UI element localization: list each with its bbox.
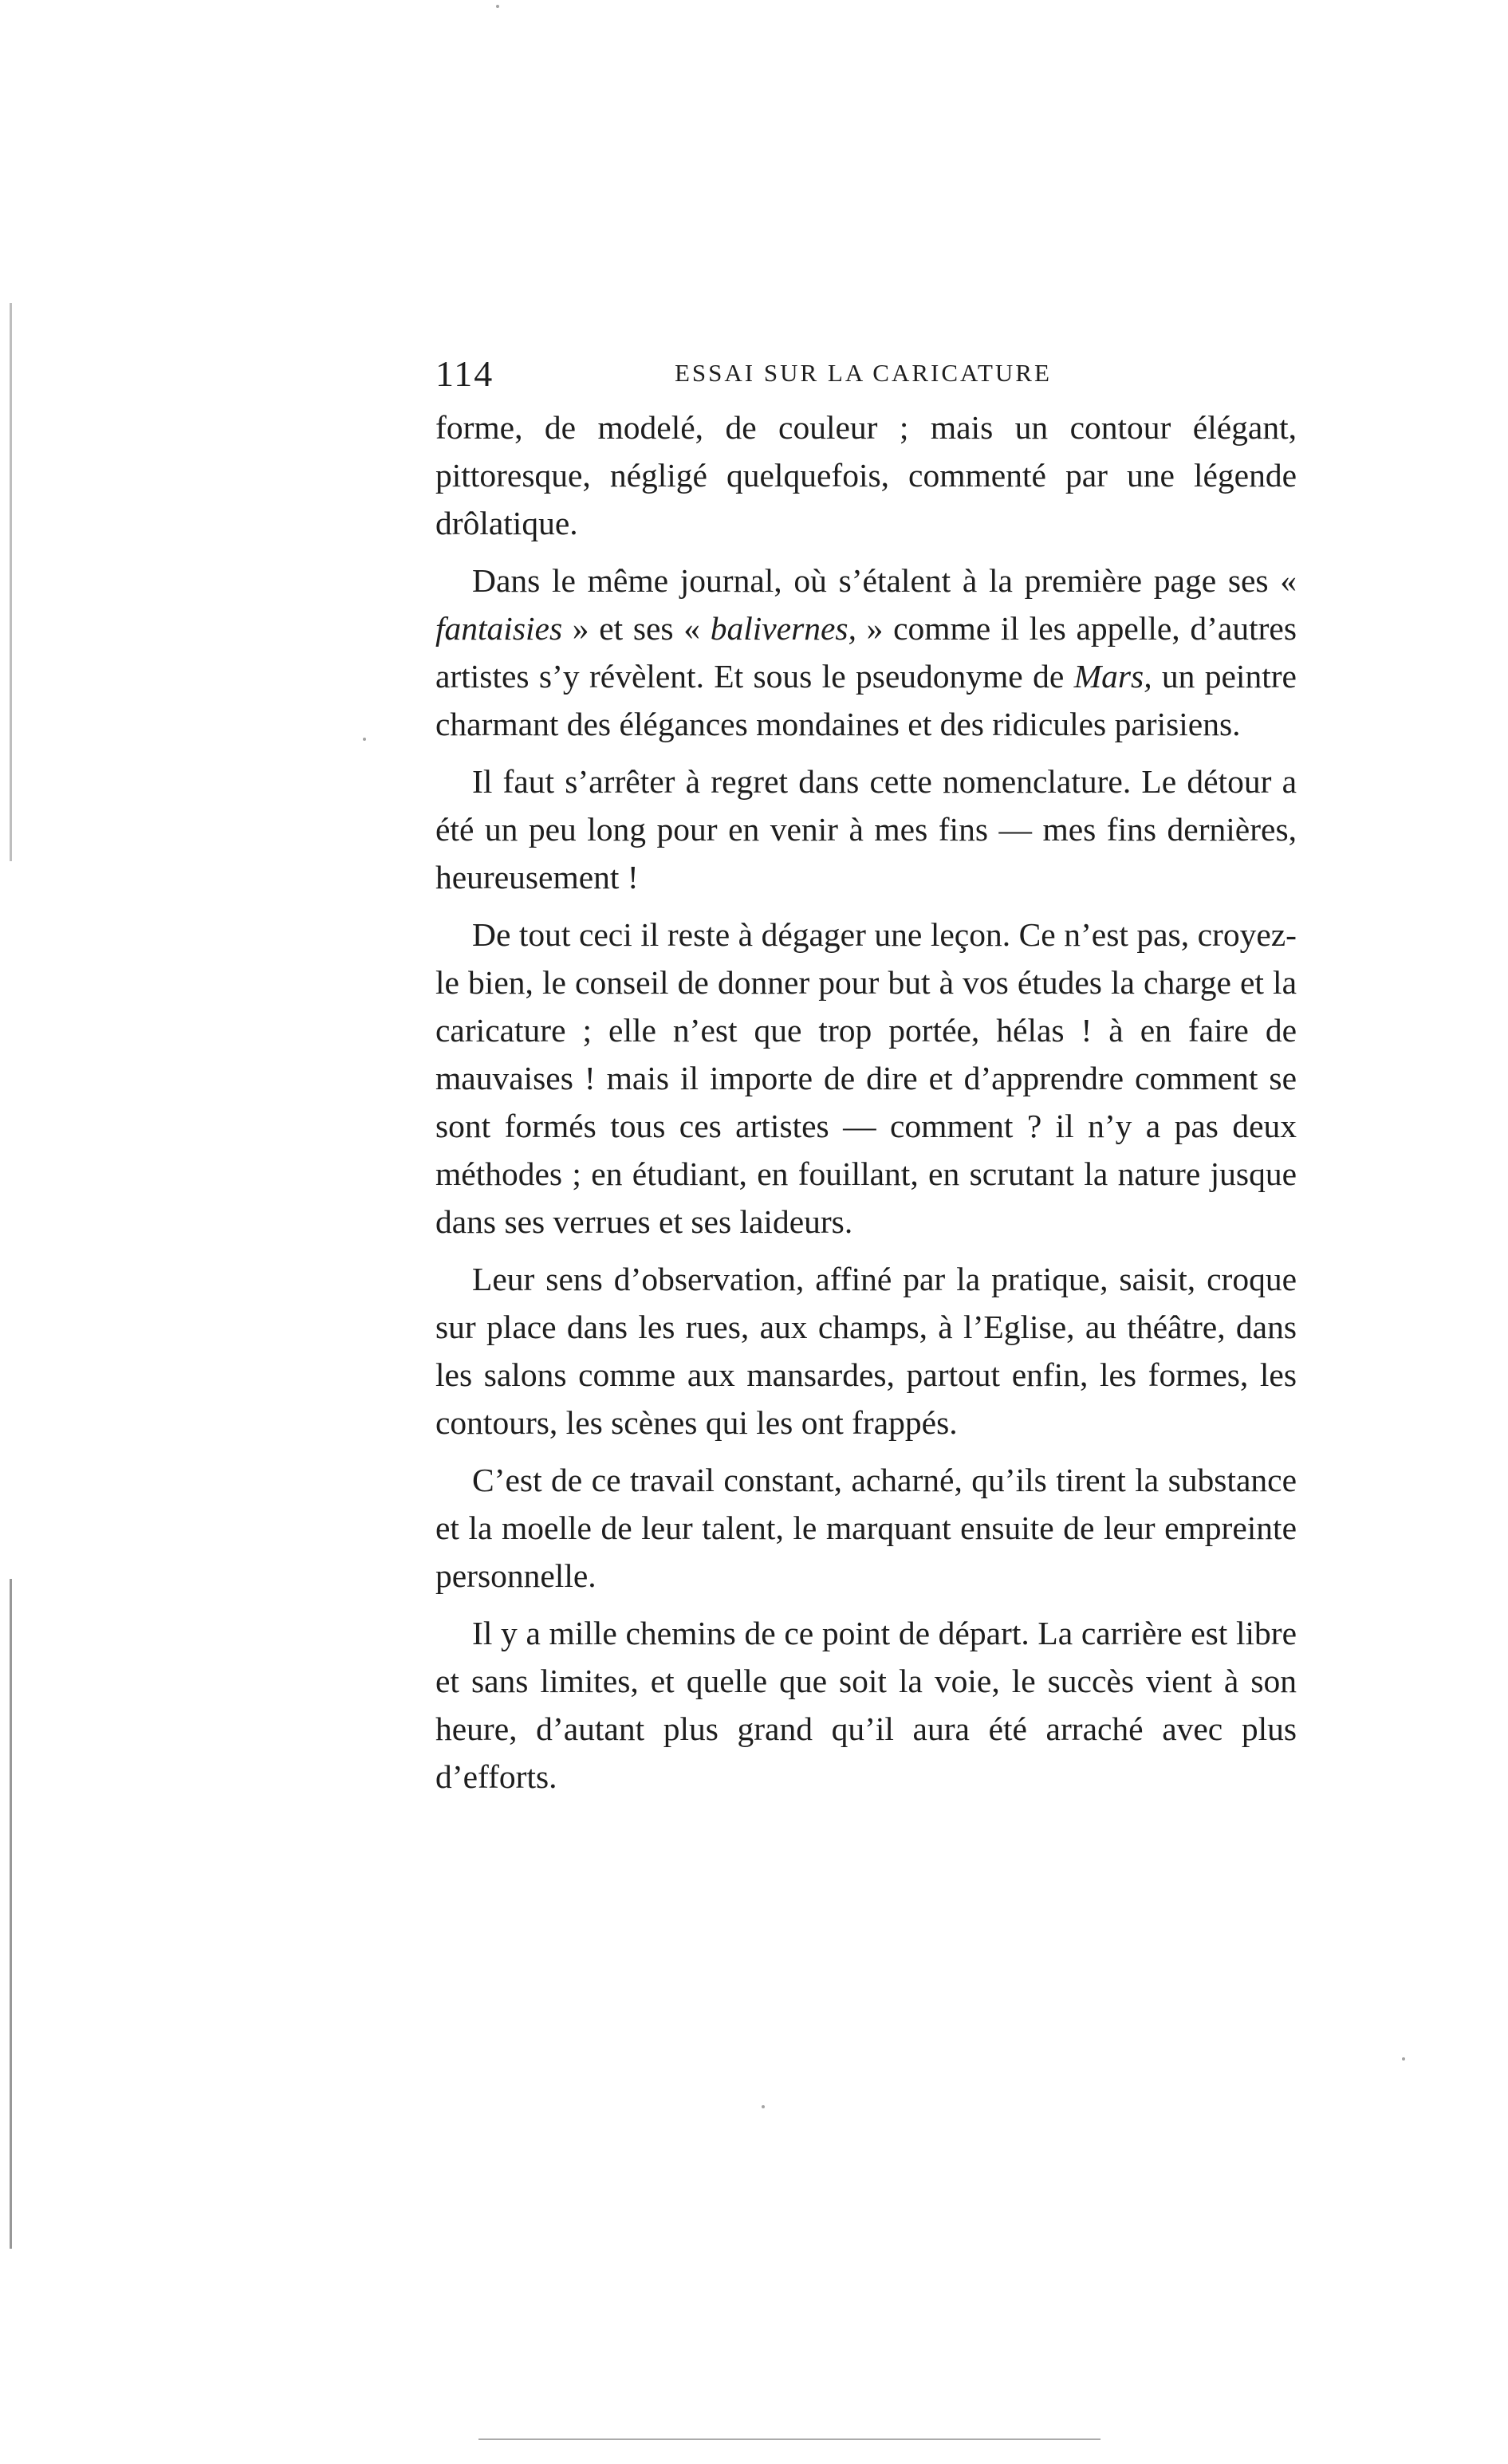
paragraph — [435, 1609, 1297, 1801]
text-run: forme, de modelé, de couleur ; mais un contour élégant, pittoresque, négligé quelquefois, commenté par une légende drôlatique. — [435, 409, 1297, 541]
paragraph — [435, 403, 1297, 547]
page-header — [435, 344, 1297, 400]
italic-term: Mars, — [1073, 658, 1152, 695]
scan-speck — [1402, 2057, 1405, 2061]
text-run: Leur sens d’observation, affiné par la pratique, saisit, croque sur place dans les rues, aux champs, à l’Eglise, au théâtre, dans les salons comme aux mansardes, partout enfin, les formes, les contours, les scènes qui les ont frappés. — [435, 1261, 1297, 1441]
scan-speck — [762, 2105, 765, 2108]
text-run: » comme il les appelle, d’autres artistes s’y révèlent. Et sous le pseudonyme de — [435, 610, 1297, 695]
italic-term: fantaisies — [435, 610, 563, 647]
text-run: Il faut s’arrêter à regret dans cette nomenclature. Le détour a été un peu long pour en venir à mes fins — mes fins dernières, heureusement ! — [435, 763, 1297, 895]
text-run: Dans le même journal, où s’étalent à la première page ses « — [472, 562, 1297, 599]
paragraph — [435, 911, 1297, 1246]
scan-edge-mark — [478, 2438, 1100, 2440]
paragraph — [435, 758, 1297, 901]
text-run: De tout ceci il reste à dégager une leçon. Ce n’est pas, croyez-le bien, le conseil de donner pour but à vos études la charge et la caricature ; elle n’est que trop portée, hélas ! à en faire de mauvaises ! mais il importe de dire et d’apprendre comment se sont formés tous ces artistes — comment ? il n’y a pas deux méthodes ; en étudiant, en fouillant, en scrutant la nature jusque dans ses verrues et ses laideurs. — [435, 916, 1297, 1240]
page-number: 114 — [435, 353, 494, 394]
paragraph — [435, 1456, 1297, 1600]
italic-term: balivernes, — [710, 610, 856, 647]
scan-edge-mark — [10, 1579, 12, 2249]
body-text — [435, 403, 1297, 1810]
text-run: » et ses « — [562, 610, 711, 647]
text-run: un peintre charmant des élégances mondaines et des ridicules parisiens. — [435, 658, 1297, 742]
scan-speck — [363, 738, 366, 741]
text-run: Il y a mille chemins de ce point de départ. La carrière est libre et sans limites, et quelle que soit la voie, le succès vient à son heure, d’autant plus grand qu’il aura été arraché avec plus d’efforts. — [435, 1615, 1297, 1795]
running-title: ESSAI SUR LA CARICATURE — [675, 359, 1052, 387]
text-run: C’est de ce travail constant, acharné, qu’ils tirent la substance et la moelle de leur talent, le marquant ensuite de leur empreinte personnelle. — [435, 1462, 1297, 1594]
scan-speck — [496, 5, 499, 8]
paragraph — [435, 557, 1297, 748]
scan-edge-mark — [10, 303, 12, 861]
paragraph — [435, 1255, 1297, 1447]
